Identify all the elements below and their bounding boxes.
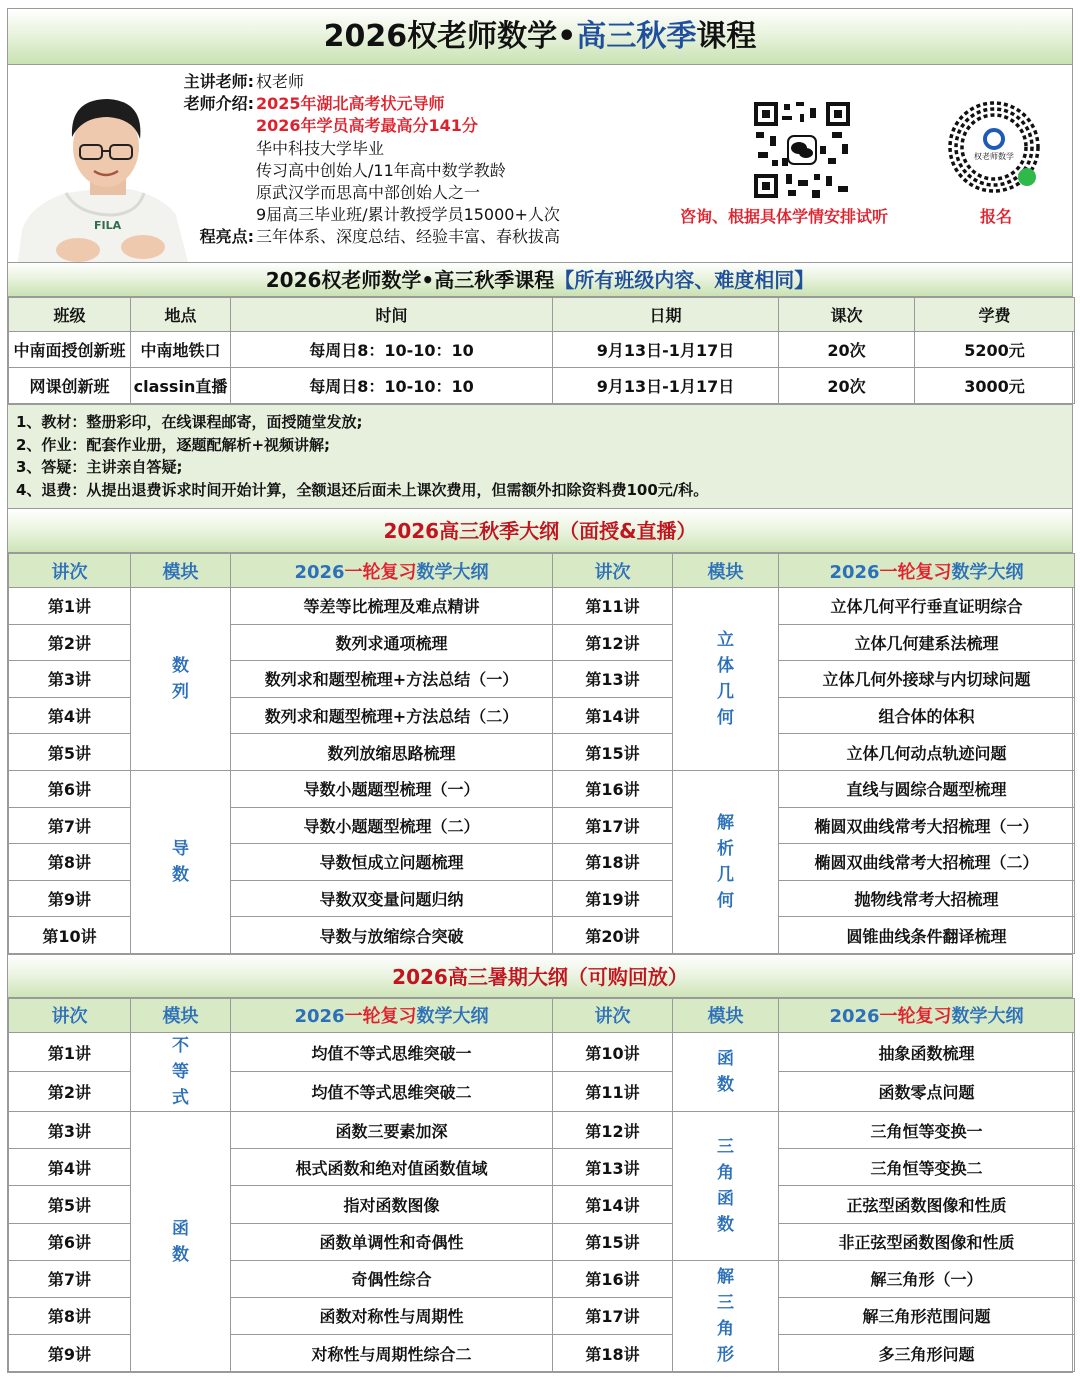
lecture-number: 第5讲 xyxy=(9,734,131,771)
teacher-name-label: 主讲老师: xyxy=(183,72,254,91)
course-subtitle-note: 【所有班级内容、难度相同】 xyxy=(554,268,815,292)
lecture-topic: 圆锥曲线条件翻译梳理 xyxy=(779,917,1075,954)
lecture-number: 第2讲 xyxy=(9,1072,131,1112)
lecture-number: 第10讲 xyxy=(9,917,131,954)
course-subtitle-text: 2026权老师数学•高三秋季课程 xyxy=(265,268,555,292)
outline-header-row xyxy=(9,554,1075,588)
lecture-number: 第14讲 xyxy=(553,1186,673,1223)
module-header: 模块 xyxy=(131,554,231,588)
class-time: 每周日8：10-10：10 xyxy=(231,368,553,404)
teacher-intro-line: 传习高中创始人/11年高中数学教龄 xyxy=(256,160,506,180)
module-label xyxy=(131,1111,231,1371)
lecture-number: 第13讲 xyxy=(553,661,673,698)
module-label xyxy=(131,1032,231,1111)
column-header: 班级 xyxy=(9,298,131,332)
course-poster xyxy=(7,8,1073,1373)
lecture-number: 第9讲 xyxy=(9,1335,131,1372)
outline-header-year: 2026 xyxy=(829,561,880,583)
module-name: 不等式 xyxy=(172,1035,189,1108)
lecture-topic: 导数恒成立问题梳理 xyxy=(231,844,553,881)
module-header: 模块 xyxy=(673,554,779,588)
lecture-topic: 等差等比梳理及难点精讲 xyxy=(231,588,553,625)
outline-header-rest: 数学大纲 xyxy=(951,1006,1024,1028)
lecture-number: 第17讲 xyxy=(553,807,673,844)
lecture-number: 第14讲 xyxy=(553,697,673,734)
lecture-topic: 导数双变量问题归纳 xyxy=(231,880,553,917)
lecture-topic: 指对函数图像 xyxy=(231,1186,553,1223)
lecture-topic: 立体几何平行垂直证明综合 xyxy=(779,588,1075,625)
outline-header xyxy=(779,998,1075,1032)
lecture-topic: 三角恒等变换一 xyxy=(779,1111,1075,1148)
class-time: 每周日8：10-10：10 xyxy=(231,332,553,368)
module-name: 解析几何 xyxy=(717,812,734,911)
lecture-number: 第10讲 xyxy=(553,1032,673,1072)
course-subtitle xyxy=(8,263,1072,297)
lecture-number: 第19讲 xyxy=(553,880,673,917)
teacher-intro-line: 9届高三毕业班/累计教授学员15000+人次 xyxy=(256,205,560,225)
lecture-topic: 函数零点问题 xyxy=(779,1072,1075,1112)
lecture-topic: 直线与圆综合题型梳理 xyxy=(779,770,1075,807)
lecture-topic: 椭圆双曲线常考大招梳理（二） xyxy=(779,844,1075,881)
lecture-number: 第11讲 xyxy=(553,588,673,625)
class-sessions: 20次 xyxy=(779,332,915,368)
lecture-topic: 立体几何建系法梳理 xyxy=(779,624,1075,661)
outline-header-red: 一轮复习 xyxy=(879,1006,952,1028)
lecture-number: 第18讲 xyxy=(553,1335,673,1372)
note-item: 3、答疑：主讲亲自答疑; xyxy=(16,458,183,476)
lecture-number: 第18讲 xyxy=(553,844,673,881)
lecture-number: 第3讲 xyxy=(9,1111,131,1148)
lecture-number: 第8讲 xyxy=(9,844,131,881)
lecture-topic: 均值不等式思维突破一 xyxy=(231,1032,553,1072)
module-label xyxy=(673,1032,779,1111)
outline-header-rest: 数学大纲 xyxy=(416,561,489,583)
lecture-topic: 多三角形问题 xyxy=(779,1335,1075,1372)
column-header: 时间 xyxy=(231,298,553,332)
table-row xyxy=(9,1032,1075,1072)
column-header: 日期 xyxy=(553,298,779,332)
lecture-topic: 正弦型函数图像和性质 xyxy=(779,1186,1075,1223)
lecture-number: 第17讲 xyxy=(553,1297,673,1334)
lecture-number: 第7讲 xyxy=(9,1260,131,1297)
title-accent: 高三秋季 xyxy=(576,19,697,54)
lecture-topic: 三角恒等变换二 xyxy=(779,1149,1075,1186)
lecture-number: 第8讲 xyxy=(9,1297,131,1334)
class-location: classin直播 xyxy=(131,368,231,404)
module-label xyxy=(673,1260,779,1372)
teacher-info xyxy=(168,71,560,249)
lecture-number: 第2讲 xyxy=(9,624,131,661)
highlight-text: 三年体系、深度总结、经验丰富、春秋拔高 xyxy=(256,227,561,247)
lecture-topic: 函数三要素加深 xyxy=(231,1111,553,1148)
class-fee: 5200元 xyxy=(915,332,1075,368)
lecture-number: 第6讲 xyxy=(9,1223,131,1260)
lecture-topic: 抽象函数梳理 xyxy=(779,1032,1075,1072)
lecture-topic: 奇偶性综合 xyxy=(231,1260,553,1297)
lecture-topic: 数列求和题型梳理+方法总结（二） xyxy=(231,697,553,734)
module-label xyxy=(131,770,231,953)
class-schedule-table xyxy=(8,297,1075,404)
lecture-number: 第4讲 xyxy=(9,697,131,734)
lecture-number: 第20讲 xyxy=(553,917,673,954)
lecture-topic: 根式函数和绝对值函数值域 xyxy=(231,1149,553,1186)
class-dates: 9月13日-1月17日 xyxy=(553,368,779,404)
lecture-number: 第4讲 xyxy=(9,1149,131,1186)
outline-header-row xyxy=(9,998,1075,1032)
lecture-topic: 立体几何外接球与内切球问题 xyxy=(779,661,1075,698)
outline-header-red: 一轮复习 xyxy=(879,561,952,583)
class-fee: 3000元 xyxy=(915,368,1075,404)
qr-signup-caption: 报名 xyxy=(980,207,1013,226)
lecture-topic: 数列求通项梳理 xyxy=(231,624,553,661)
teacher-section xyxy=(8,65,1072,263)
outline-header-red: 一轮复习 xyxy=(344,561,417,583)
table-row xyxy=(9,332,1075,368)
lecture-number: 第5讲 xyxy=(9,1186,131,1223)
module-name: 函数 xyxy=(172,1218,189,1265)
wechat-qr-code[interactable] xyxy=(752,100,852,200)
module-name: 三角函数 xyxy=(717,1136,734,1235)
module-label xyxy=(673,588,779,771)
table-row xyxy=(9,1111,1075,1148)
table-row xyxy=(9,770,1075,807)
lecture-topic: 函数对称性与周期性 xyxy=(231,1297,553,1334)
table-row xyxy=(9,588,1075,625)
table-row xyxy=(9,368,1075,404)
lecture-topic: 导数与放缩综合突破 xyxy=(231,917,553,954)
lecture-topic: 函数单调性和奇偶性 xyxy=(231,1223,553,1260)
lecture-header: 讲次 xyxy=(9,998,131,1032)
lecture-topic: 对称性与周期性综合二 xyxy=(231,1335,553,1372)
outline-header xyxy=(779,554,1075,588)
qr-consult-caption: 咨询、根据具体学情安排试听 xyxy=(680,207,889,226)
teacher-intro-label: 老师介绍: xyxy=(183,94,254,114)
lecture-topic: 数列放缩思路梳理 xyxy=(231,734,553,771)
module-name: 解三角形 xyxy=(717,1266,734,1365)
lecture-number: 第15讲 xyxy=(553,734,673,771)
table-header-row xyxy=(9,298,1075,332)
module-header: 模块 xyxy=(673,998,779,1032)
title-part1: 2026权老师数学• xyxy=(323,19,577,54)
lecture-header: 讲次 xyxy=(553,554,673,588)
outline-header xyxy=(231,998,553,1032)
note-item: 4、退费：从提出退费诉求时间开始计算，全额退还后面未上课次费用，但需额外扣除资料费100元/科。 xyxy=(16,480,709,499)
lecture-number: 第16讲 xyxy=(553,1260,673,1297)
lecture-topic: 抛物线常考大招梳理 xyxy=(779,880,1075,917)
mini-program-qr-code[interactable] xyxy=(944,97,1044,197)
class-sessions: 20次 xyxy=(779,368,915,404)
class-location: 中南地铁口 xyxy=(131,332,231,368)
lecture-topic: 解三角形（一） xyxy=(779,1260,1075,1297)
lecture-header: 讲次 xyxy=(9,554,131,588)
class-dates: 9月13日-1月17日 xyxy=(553,332,779,368)
outline-header-rest: 数学大纲 xyxy=(951,561,1024,583)
module-name: 导数 xyxy=(172,838,189,885)
column-header: 课次 xyxy=(779,298,915,332)
class-name: 中南面授创新班 xyxy=(9,332,131,368)
autumn-outline-table xyxy=(8,553,1075,954)
teacher-intro-line: 华中科技大学毕业 xyxy=(256,138,385,158)
lecture-header: 讲次 xyxy=(553,998,673,1032)
lecture-number: 第6讲 xyxy=(9,770,131,807)
module-label xyxy=(673,1111,779,1260)
module-label xyxy=(673,770,779,953)
lecture-number: 第13讲 xyxy=(553,1149,673,1186)
note-item: 1、教材：整册彩印，在线课程邮寄，面授随堂发放; xyxy=(16,413,363,431)
shirt-logo-text: FILA xyxy=(94,219,122,232)
outline-header xyxy=(231,554,553,588)
lecture-topic: 非正弦型函数图像和性质 xyxy=(779,1223,1075,1260)
column-header: 学费 xyxy=(915,298,1075,332)
lecture-number: 第15讲 xyxy=(553,1223,673,1260)
teacher-name: 权老师 xyxy=(256,72,305,91)
lecture-number: 第11讲 xyxy=(553,1072,673,1112)
lecture-number: 第1讲 xyxy=(9,1032,131,1072)
teacher-achievement-1: 2025年湖北高考状元导师 xyxy=(256,94,445,114)
lecture-topic: 解三角形范围问题 xyxy=(779,1297,1075,1334)
lecture-number: 第9讲 xyxy=(9,880,131,917)
lecture-number: 第3讲 xyxy=(9,661,131,698)
title-part3: 课程 xyxy=(696,19,757,54)
outline-header-year: 2026 xyxy=(294,1006,345,1028)
lecture-number: 第1讲 xyxy=(9,588,131,625)
teacher-intro-line: 原武汉学而思高中部创始人之一 xyxy=(256,183,481,203)
outline-header-year: 2026 xyxy=(294,561,345,583)
page-title xyxy=(8,9,1072,65)
module-name: 数列 xyxy=(172,655,189,702)
lecture-topic: 导数小题题型梳理（二） xyxy=(231,807,553,844)
lecture-number: 第7讲 xyxy=(9,807,131,844)
lecture-number: 第16讲 xyxy=(553,770,673,807)
module-name: 函数 xyxy=(717,1048,734,1095)
lecture-topic: 立体几何动点轨迹问题 xyxy=(779,734,1075,771)
lecture-number: 第12讲 xyxy=(553,624,673,661)
teacher-achievement-2: 2026年学员高考最高分141分 xyxy=(256,116,478,136)
outline-header-rest: 数学大纲 xyxy=(416,1006,489,1028)
note-item: 2、作业：配套作业册，逐题配解析+视频讲解; xyxy=(16,435,331,454)
lecture-topic: 导数小题题型梳理（一） xyxy=(231,770,553,807)
lecture-topic: 数列求和题型梳理+方法总结（一） xyxy=(231,661,553,698)
class-name: 网课创新班 xyxy=(9,368,131,404)
outline-header-red: 一轮复习 xyxy=(344,1006,417,1028)
summer-outline-table xyxy=(8,998,1075,1372)
module-header: 模块 xyxy=(131,998,231,1032)
autumn-outline-title: 2026高三秋季大纲（面授&直播） xyxy=(8,509,1072,553)
module-label xyxy=(131,588,231,771)
column-header: 地点 xyxy=(131,298,231,332)
lecture-number: 第12讲 xyxy=(553,1111,673,1148)
course-notes xyxy=(8,404,1072,509)
module-name: 立体几何 xyxy=(717,629,734,728)
outline-header-year: 2026 xyxy=(829,1006,880,1028)
lecture-topic: 椭圆双曲线常考大招梳理（一） xyxy=(779,807,1075,844)
summer-outline-title: 2026高三暑期大纲（可购回放） xyxy=(8,954,1072,998)
lecture-topic: 组合体的体积 xyxy=(779,697,1075,734)
mini-program-name: 权老师数学 xyxy=(974,152,1014,161)
highlight-label: 程亮点: xyxy=(199,227,254,247)
lecture-topic: 均值不等式思维突破二 xyxy=(231,1072,553,1112)
